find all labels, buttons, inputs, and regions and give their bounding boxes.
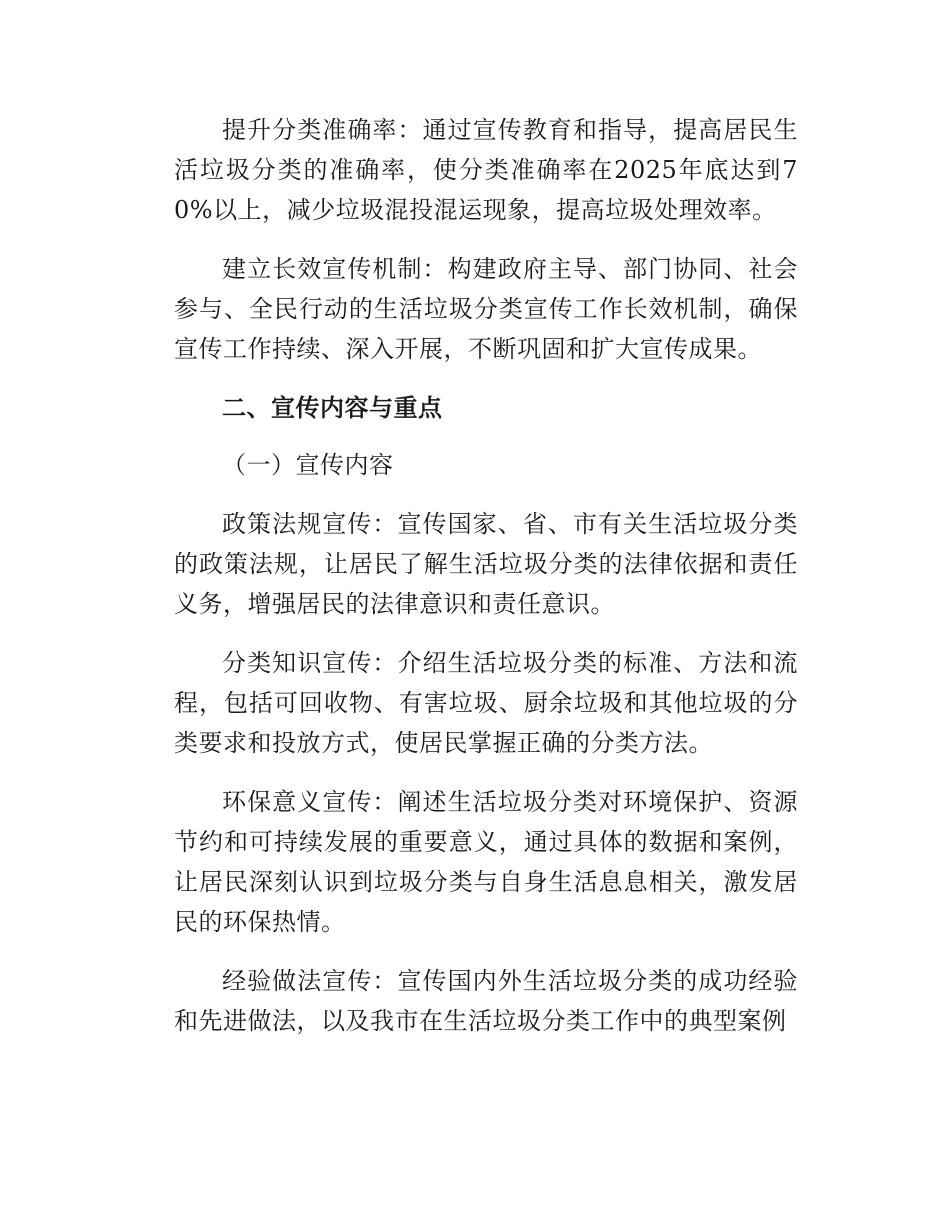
- paragraph-accuracy: 提升分类准确率：通过宣传教育和指导，提高居民生活垃圾分类的准确率，使分类准确率在2025年底达到70%以上，减少垃圾混投混运现象，提高垃圾处理效率。: [174, 116, 798, 224]
- paragraph-experience: 经验做法宣传：宣传国内外生活垃圾分类的成功经验和先进做法，以及我市在生活垃圾分类工作中的典型案例: [174, 967, 798, 1035]
- paragraph-mechanism: 建立长效宣传机制：构建政府主导、部门协同、社会参与、全民行动的生活垃圾分类宣传工作长效机制，确保宣传工作持续、深入开展，不断巩固和扩大宣传成果。: [174, 255, 798, 363]
- paragraph-policy: 政策法规宣传：宣传国家、省、市有关生活垃圾分类的政策法规，让居民了解生活垃圾分类的法律依据和责任义务，增强居民的法律意识和责任意识。: [174, 510, 798, 618]
- paragraph-environment: 环保意义宣传：阐述生活垃圾分类对环境保护、资源节约和可持续发展的重要意义，通过具体的数据和案例，让居民深刻认识到垃圾分类与自身生活息息相关，激发居民的环保热情。: [174, 788, 798, 936]
- document-body: [174, 110, 798, 1060]
- subsection-heading: （一）宣传内容: [222, 451, 394, 479]
- section-heading: 二、宣传内容与重点: [222, 394, 443, 422]
- paragraph-knowledge: 分类知识宣传：介绍生活垃圾分类的标准、方法和流程，包括可回收物、有害垃圾、厨余垃圾和其他垃圾的分类要求和投放方式，使居民掌握正确的分类方法。: [174, 649, 798, 757]
